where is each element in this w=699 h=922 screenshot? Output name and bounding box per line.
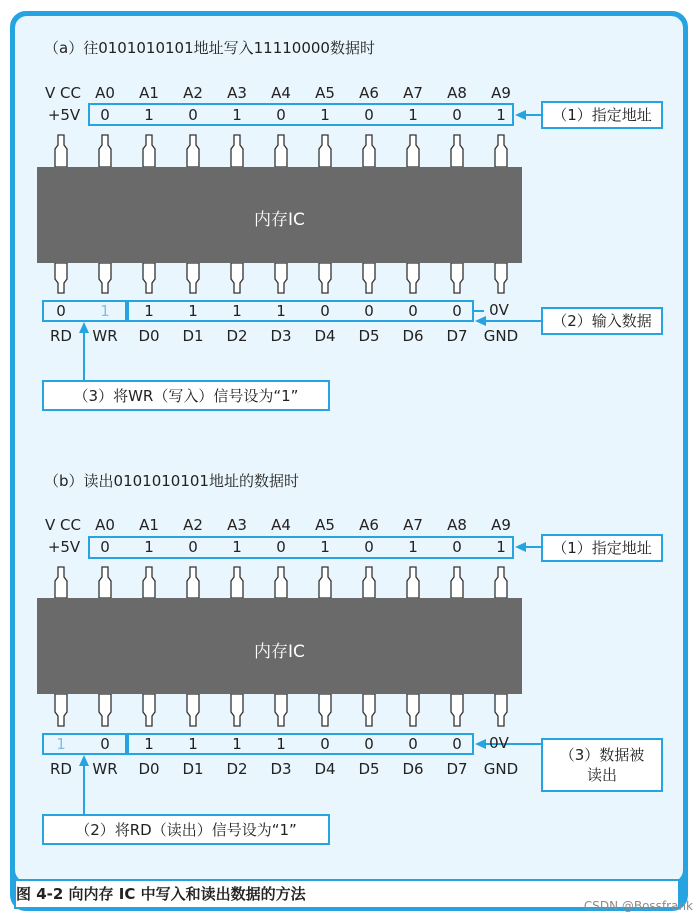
pin-label-bottom: D6 [402, 760, 424, 778]
address-bit: 0 [100, 106, 110, 124]
pin-label-top: V CC [45, 84, 81, 102]
section-a-callout-wr-signal: （3）将WR（写入）信号设为“1” [42, 380, 330, 411]
address-bit: 1 [144, 538, 154, 556]
chip-pin-bottom [407, 263, 419, 293]
chip-pin-top [495, 567, 507, 598]
pin-label-bottom: D2 [226, 327, 248, 345]
section-b-callout-address: （1）指定地址 [541, 534, 663, 562]
chip-pin-top [99, 567, 111, 598]
address-bit: 0 [276, 106, 286, 124]
pin-label-top: V CC [45, 516, 81, 534]
section-b-title: （b）读出0101010101地址的数据时 [44, 472, 299, 490]
bottom-bit: 1 [56, 735, 66, 753]
pin-label-top: A5 [315, 84, 335, 102]
bottom-bit: 1 [144, 302, 154, 320]
bottom-bit: 0 [364, 302, 374, 320]
chip-pin-bottom [55, 263, 67, 293]
bottom-bit: 0 [320, 735, 330, 753]
bottom-bit: 0 [408, 302, 418, 320]
address-bit: 1 [496, 538, 506, 556]
pin-label-bottom: D0 [138, 327, 160, 345]
chip-pin-top [187, 135, 199, 167]
pin-label-top: A3 [227, 516, 247, 534]
chip-pin-bottom [319, 263, 331, 293]
address-bit: 1 [496, 106, 506, 124]
pin-label-top: A0 [95, 516, 115, 534]
chip-pin-top [231, 567, 243, 598]
address-bit: 0 [188, 538, 198, 556]
bottom-bit: 1 [100, 302, 110, 320]
section-a-callout-address: （1）指定地址 [541, 101, 663, 129]
pin-label-top: A5 [315, 516, 335, 534]
section-a-memory-chip [37, 167, 522, 263]
address-bit: 0 [364, 106, 374, 124]
chip-pin-top [55, 135, 67, 167]
chip-pin-bottom [99, 263, 111, 293]
chip-pin-bottom [55, 694, 67, 726]
pin-label-top: A3 [227, 84, 247, 102]
chip-pin-top [407, 135, 419, 167]
chip-pin-bottom [363, 694, 375, 726]
section-b-vcc-value: +5V [47, 538, 81, 556]
pin-label-top: A1 [139, 516, 159, 534]
pin-label-top: A1 [139, 84, 159, 102]
section-a-gnd-value: 0V [489, 301, 509, 319]
pin-label-bottom: D5 [358, 760, 380, 778]
chip-pin-bottom [451, 694, 463, 726]
bottom-bit: 1 [188, 735, 198, 753]
pin-label-top: A7 [403, 84, 423, 102]
chip-pin-top [275, 135, 287, 167]
chip-pin-top [143, 567, 155, 598]
pin-label-bottom: D5 [358, 327, 380, 345]
chip-pin-top [363, 135, 375, 167]
pin-label-top: A9 [491, 84, 511, 102]
pin-label-bottom: D1 [182, 327, 204, 345]
chip-pin-bottom [495, 263, 507, 293]
address-bit: 1 [232, 106, 242, 124]
pin-label-top: A7 [403, 516, 423, 534]
bottom-bit: 1 [232, 735, 242, 753]
chip-pin-top [275, 567, 287, 598]
address-bit: 1 [320, 106, 330, 124]
bottom-bit: 0 [100, 735, 110, 753]
pin-label-top: A9 [491, 516, 511, 534]
chip-pin-bottom [451, 263, 463, 293]
chip-pin-bottom [187, 694, 199, 726]
pin-label-top: A8 [447, 516, 467, 534]
pin-label-top: A2 [183, 84, 203, 102]
pin-label-bottom: D2 [226, 760, 248, 778]
address-bit: 0 [188, 106, 198, 124]
address-bit: 1 [408, 538, 418, 556]
bottom-bit: 0 [408, 735, 418, 753]
chip-pin-top [319, 135, 331, 167]
section-a-chip-label: 内存IC [254, 210, 305, 230]
bottom-bit: 1 [144, 735, 154, 753]
address-bit: 1 [408, 106, 418, 124]
section-a-callout-input-data: （2）输入数据 [541, 307, 663, 335]
section-b-chip-label: 内存IC [254, 642, 305, 662]
pin-label-top: A8 [447, 84, 467, 102]
address-bit: 1 [144, 106, 154, 124]
chip-pin-bottom [187, 263, 199, 293]
chip-pin-bottom [231, 263, 243, 293]
bottom-bit: 1 [276, 302, 286, 320]
chip-pin-top [407, 567, 419, 598]
chip-pin-top [319, 567, 331, 598]
bottom-bit: 1 [232, 302, 242, 320]
chip-pin-top [451, 135, 463, 167]
bottom-bit: 0 [56, 302, 66, 320]
figure-caption: 图 4-2 向内存 IC 中写入和读出数据的方法 [16, 885, 306, 903]
chip-pin-bottom [99, 694, 111, 726]
pin-label-bottom: GND [483, 760, 519, 778]
chip-pin-bottom [231, 694, 243, 726]
address-bit: 1 [232, 538, 242, 556]
watermark: CSDN @Bossfrank [583, 899, 693, 913]
bottom-bit: 0 [320, 302, 330, 320]
pin-label-top: A2 [183, 516, 203, 534]
pin-label-top: A6 [359, 516, 379, 534]
pin-label-bottom: WR [92, 760, 118, 778]
chip-pin-top [495, 135, 507, 167]
pin-label-bottom: D3 [270, 327, 292, 345]
chip-pin-bottom [407, 694, 419, 726]
chip-pin-bottom [275, 694, 287, 726]
chip-pin-top [451, 567, 463, 598]
section-b-callout-data-read [541, 738, 663, 792]
pin-label-top: A4 [271, 84, 291, 102]
pin-label-top: A0 [95, 84, 115, 102]
chip-pin-bottom [143, 694, 155, 726]
chip-pin-bottom [319, 694, 331, 726]
address-bit: 0 [276, 538, 286, 556]
chip-pin-top [55, 567, 67, 598]
bottom-bit: 0 [452, 302, 462, 320]
address-bit: 0 [364, 538, 374, 556]
pin-label-top: A6 [359, 84, 379, 102]
chip-pin-bottom [495, 694, 507, 726]
chip-pin-top [231, 135, 243, 167]
pin-label-top: A4 [271, 516, 291, 534]
chip-pin-bottom [143, 263, 155, 293]
pin-label-bottom: D6 [402, 327, 424, 345]
pin-label-bottom: D4 [314, 760, 336, 778]
bottom-bit: 1 [188, 302, 198, 320]
section-b-callout-rd-signal: （2）将RD（读出）信号设为“1” [42, 814, 330, 845]
section-a-vcc-value: +5V [47, 106, 81, 124]
chip-pin-bottom [363, 263, 375, 293]
section-b-callout-data-read-line2: 读出 [586, 766, 617, 784]
chip-pin-top [143, 135, 155, 167]
bottom-bit: 0 [364, 735, 374, 753]
pin-label-bottom: D7 [446, 327, 468, 345]
chip-pin-top [363, 567, 375, 598]
pin-label-bottom: D1 [182, 760, 204, 778]
chip-pin-top [99, 135, 111, 167]
section-b-callout-data-read-line1: （3）数据被 [559, 746, 645, 764]
pin-label-bottom: RD [50, 760, 72, 778]
bottom-bit: 0 [452, 735, 462, 753]
chip-pin-top [187, 567, 199, 598]
pin-label-bottom: RD [50, 327, 72, 345]
pin-label-bottom: GND [483, 327, 519, 345]
address-bit: 1 [320, 538, 330, 556]
pin-label-bottom: D7 [446, 760, 468, 778]
pin-label-bottom: D4 [314, 327, 336, 345]
section-b-memory-chip [37, 598, 522, 694]
pin-label-bottom: D3 [270, 760, 292, 778]
address-bit: 0 [100, 538, 110, 556]
section-a-title: （a）往0101010101地址写入11110000数据时 [44, 39, 375, 57]
pin-label-bottom: D0 [138, 760, 160, 778]
address-bit: 0 [452, 538, 462, 556]
pin-label-bottom: WR [92, 327, 118, 345]
bottom-bit: 1 [276, 735, 286, 753]
chip-pin-bottom [275, 263, 287, 293]
section-b-gnd-value: 0V [489, 734, 509, 752]
address-bit: 0 [452, 106, 462, 124]
